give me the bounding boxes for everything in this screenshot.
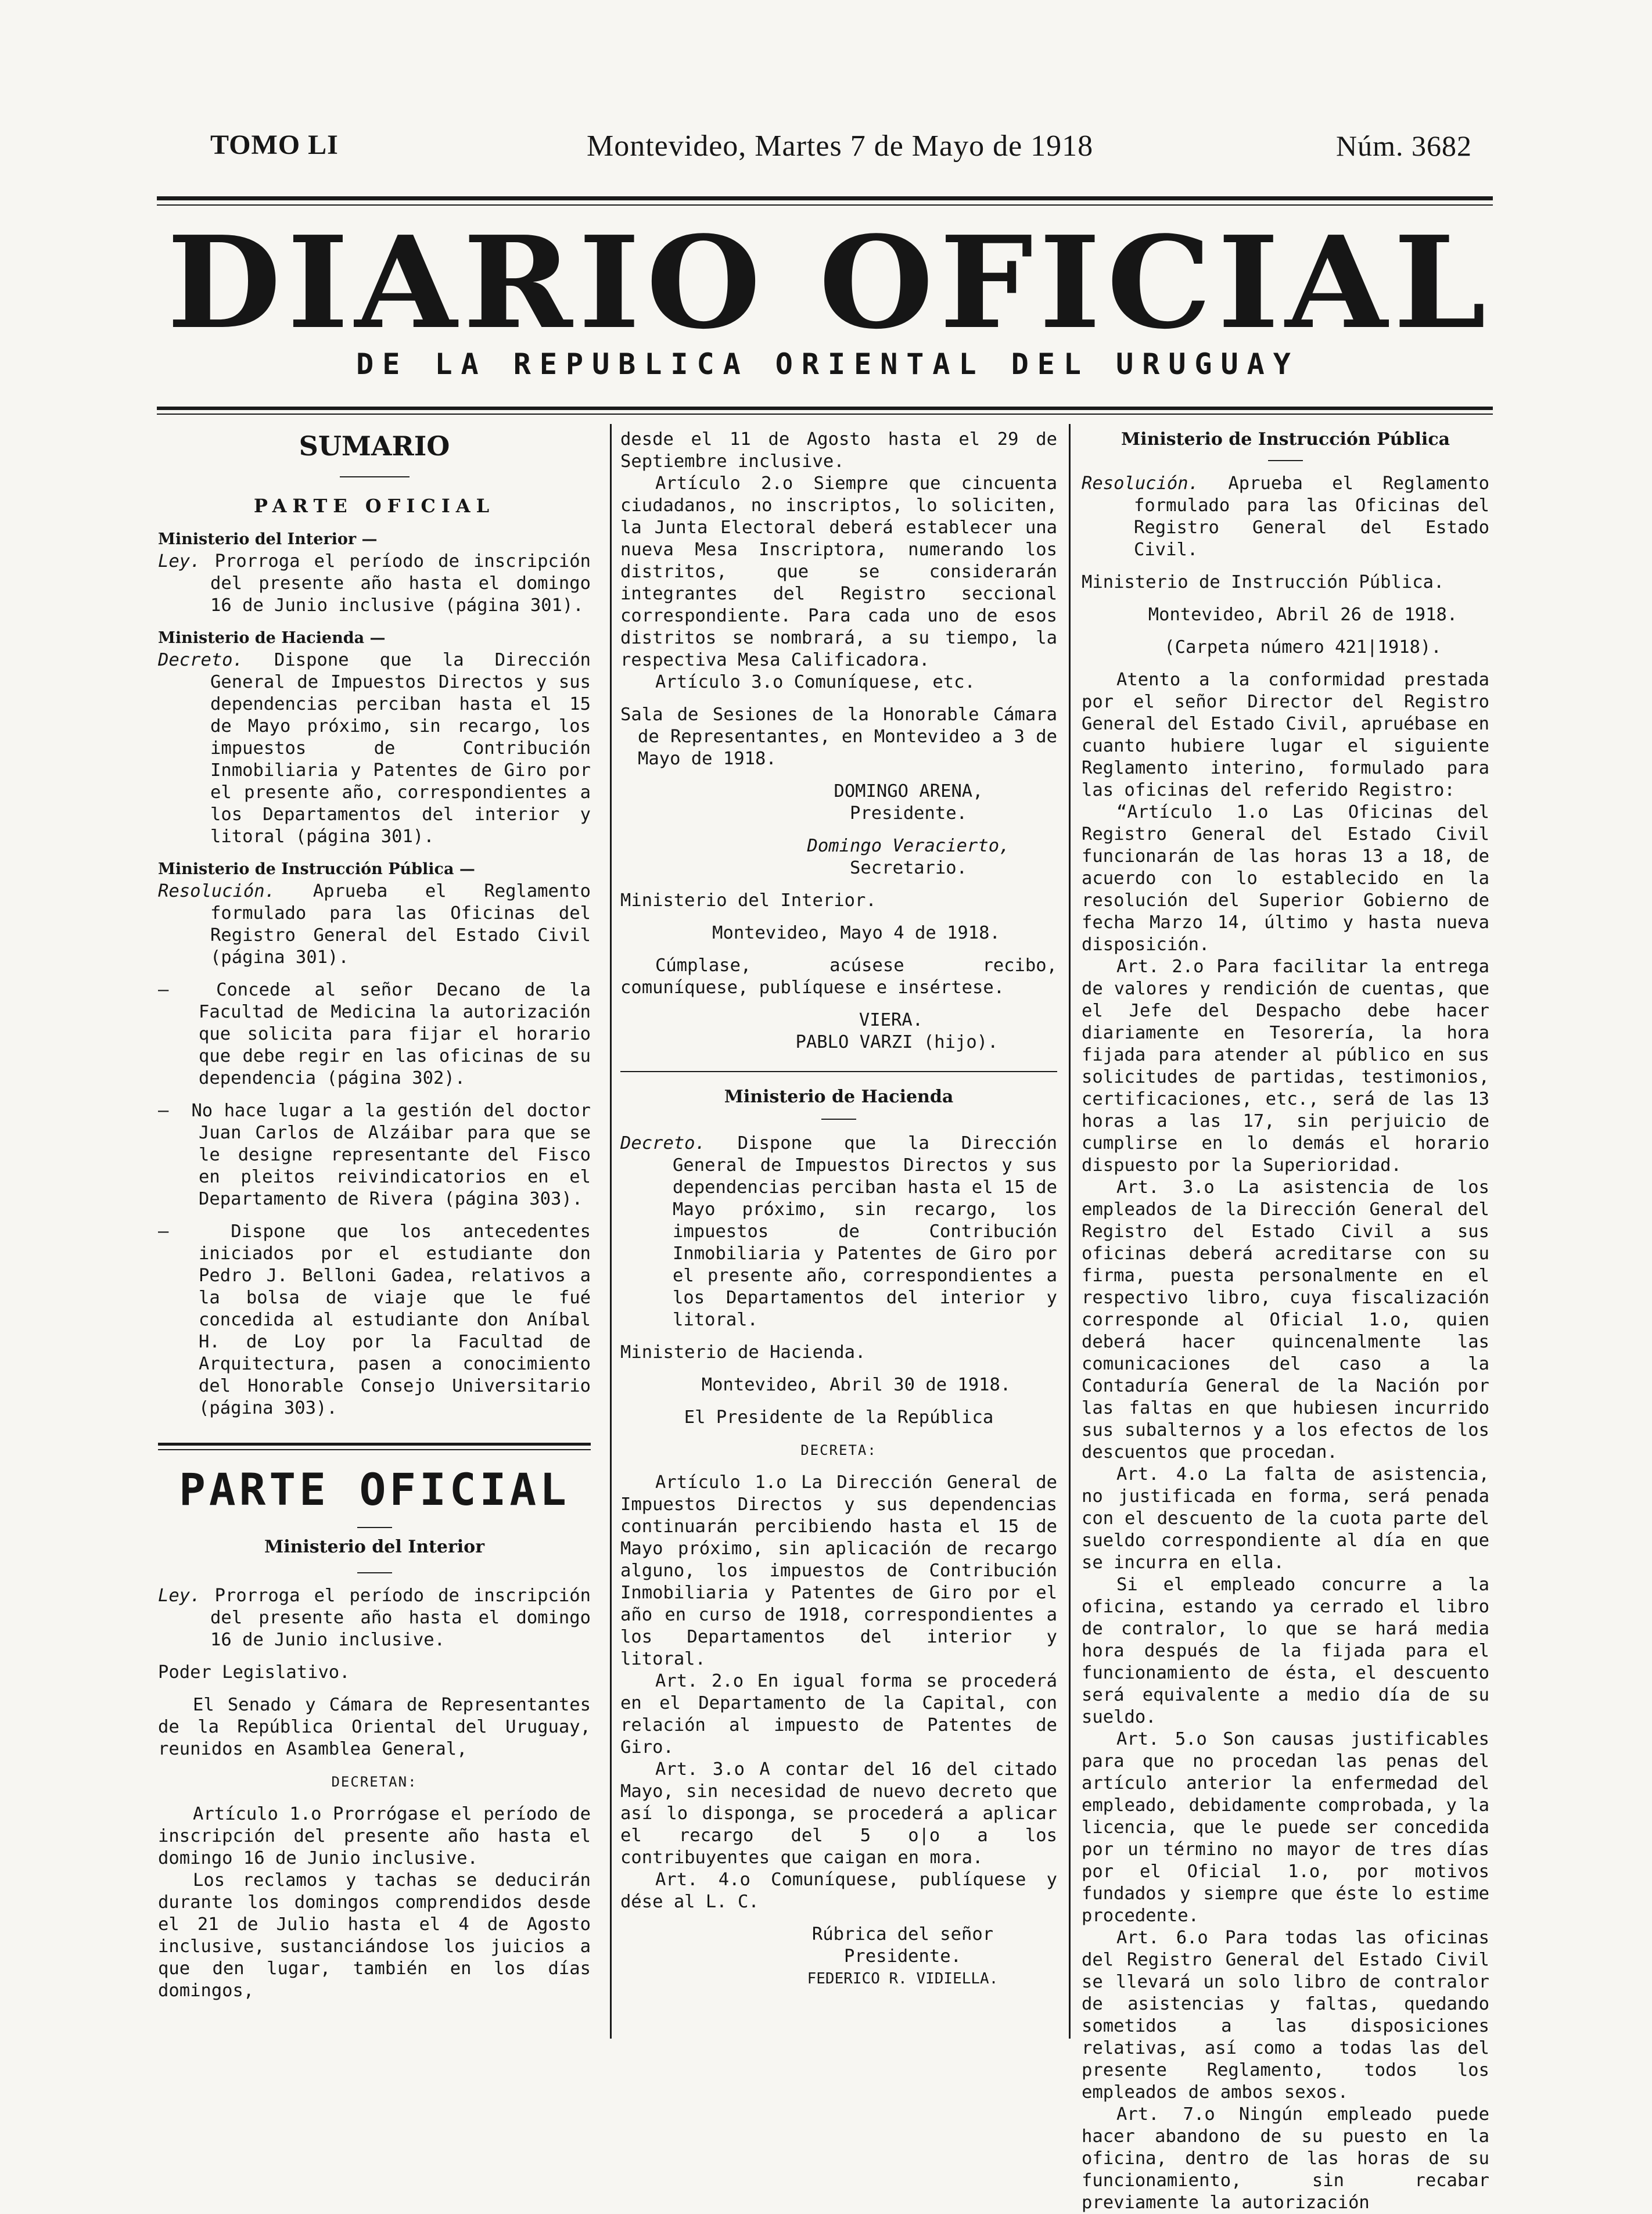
masthead-title: DIARIO OFICIAL — [167, 209, 1492, 357]
parte-origin: Poder Legislativo. — [158, 1662, 350, 1683]
hacienda-ministry-line: Ministerio de Hacienda. — [620, 1342, 866, 1363]
summary-section: PARTE OFICIAL — [253, 495, 495, 517]
column-2 — [620, 429, 1057, 1990]
reglamento-art2: Art. 2.o Para facilitar la entrega de valores y rendición de cuentas, que el Jefe del Despacho debe hacer diariamente en Tesorería, la hora fijada para atender al público en sus solicitudes de partidas, testimonios, certificaciones, etc., será de las 13 horas a las 17, sin perjuicio de cumplirse en lo demás el horario dispuesto por la Superioridad. — [1082, 957, 1489, 1176]
parte-divider — [357, 1527, 392, 1528]
parte-law-summary: Ley. Prorroga el período de inscripción del presente año hasta el domingo 16 de Junio inclusive. — [158, 1586, 591, 1650]
masthead-rule-thin — [157, 414, 1493, 415]
dateline: Montevideo, Martes 7 de Mayo de 1918 — [587, 130, 1094, 163]
signature-viera: VIERA. — [859, 1010, 924, 1030]
signature-veracierto-role: Secretario. — [850, 858, 967, 878]
column-divider-1 — [610, 424, 612, 2039]
signature-arena-role: Presidente. — [850, 803, 967, 824]
summary-entry: — Concede al señor Decano de la Facultad de Medicina la autorización que solicita para fijar el horario que debe regir en las oficinas de su dependencia (página 302). — [158, 980, 591, 1088]
parte-oficial-rule-thin — [158, 1449, 591, 1450]
instruccion-title: Ministerio de Instrucción Pública — [1121, 429, 1450, 450]
instruccion-ministry-line: Ministerio de Instrucción Pública. — [1082, 572, 1445, 592]
summary-entry: — No hace lugar a la gestión del doctor Juan Carlos de Alzáibar para que se le designe representante del Fisco en pleitos reivindicatorios en el Departamento de Rivera (página 303). — [158, 1101, 591, 1209]
summary-title: SUMARIO — [299, 430, 450, 462]
col2-continuation: desde el 11 de Agosto hasta el 29 de Septiembre inclusive. — [620, 429, 1057, 472]
column-divider-2 — [1069, 424, 1071, 2039]
masthead-subtitle: DE LA REPUBLICA ORIENTAL DEL URUGUAY — [356, 347, 1299, 381]
signature-veracierto: Domingo Veracierto, — [807, 836, 1010, 856]
summary-divider — [340, 476, 410, 477]
hacienda-divider — [821, 1119, 856, 1120]
hacienda-art2: Art. 2.o En igual forma se procederá en el Departamento de la Capital, con relación al impuesto de Patentes de Giro. — [620, 1671, 1057, 1757]
parte-ministry: Ministerio del Interior — [264, 1537, 484, 1557]
issue-number: Núm. 3682 — [1336, 130, 1472, 162]
parte-preamble: El Senado y Cámara de Representantes de la República Oriental del Uruguay, reunidos en Asamblea General, — [158, 1695, 591, 1759]
rubrica-line: Rúbrica del señor Presidente. — [811, 1924, 994, 1967]
col2-date-line: Montevideo, Mayo 4 de 1918. — [712, 923, 1000, 943]
hacienda-date: Montevideo, Abril 30 de 1918. — [701, 1375, 1011, 1395]
hacienda-title: Ministerio de Hacienda — [724, 1087, 954, 1107]
reglamento-art4b: Si el empleado concurre a la oficina, estando ya cerrado el libro de contralor, lo que se hará media hora después de la fijada para el funcionamiento de ésta, el descuento será equivalente a medio día de su sueldo. — [1082, 1575, 1489, 1727]
summary-entry: Resolución. Aprueba el Reglamento formulado para las Oficinas del Registro General del Estado Civil (página 301). — [158, 881, 591, 968]
header-rule-top — [157, 196, 1493, 200]
header-rule-top-thin — [157, 204, 1493, 206]
parte-decretan: DECRETAN: — [331, 1774, 418, 1790]
reglamento-art7: Art. 7.o Ningún empleado puede hacer abandono de su puesto en la oficina, dentro de las horas de su funcionamiento, sin recabar previamente la autorización — [1082, 2104, 1489, 2213]
parte-oficial-rule — [158, 1443, 591, 1446]
signature-varzi: PABLO VARZI (hijo). — [795, 1032, 999, 1052]
col2-ministry-line: Ministerio del Interior. — [620, 890, 877, 911]
col2-art3: Artículo 3.o Comuníquese, etc. — [655, 672, 975, 692]
hacienda-art1: Artículo 1.o La Dirección General de Impuestos Directos y sus dependencias continuarán percibiendo hasta el 15 de Mayo próximo, sin aplicación de recargo alguno, los impuestos de Contribución Inmobiliaria y Patentes de Giro por el año en curso de 1918, correspondientes a los Departamentos del interior y litoral. — [620, 1472, 1057, 1669]
instruccion-res-summary: Resolución. Aprueba el Reglamento formulado para las Oficinas del Registro General del Estado Civil. — [1082, 473, 1489, 560]
col2-sala: Sala de Sesiones de la Honorable Cámara de Representantes, en Montevideo a 3 de Mayo de 1918. — [620, 705, 1057, 769]
summary-ministry-hacienda: Ministerio de Hacienda — — [158, 629, 386, 647]
column-3 — [1082, 429, 1489, 2214]
summary-entry: — Dispone que los antecedentes iniciados por el estudiante don Pedro J. Belloni Gadea, relativos a la bolsa de viaje que le fué concedida al estudiante don Aníbal H. de Loy por la Facultad de Arquitectura, pasen a conocimiento del Honorable Consejo Universitario (página 303). — [158, 1221, 591, 1418]
instruccion-atento: Atento a la conformidad prestada por el señor Director del Registro General del Estado Civil, apruébase en cuanto hubiere lugar el siguiente Reglamento interino, formulado para las oficinas del referido Registro: — [1082, 670, 1489, 800]
col2-section-rule — [620, 1071, 1057, 1072]
reglamento-art5: Art. 5.o Son causas justificables para que no procedan las penas del artículo anterior la enfermedad del empleado, debidamente comprobada, y la licencia, que le puede ser concedida por un término no mayor de tres días por el Oficial 1.o, por motivos fundados y siempre que éste lo estime procedente. — [1082, 1729, 1489, 1926]
col2-cumplase: Cúmplase, acúsese recibo, comuníquese, publíquese e insértese. — [620, 955, 1057, 998]
col2-art2: Artículo 2.o Siempre que cincuenta ciudadanos, no inscriptos, lo soliciten, la Junta Electoral deberá establecer una nueva Mesa Inscriptora, numerando los distritos, que se considerarán integrantes del Registro seccional correspondiente. Para cada uno de esos distritos se nombrará, a su tiempo, la respectiva Mesa Calificadora. — [620, 473, 1057, 670]
reglamento-art1: “Artículo 1.o Las Oficinas del Registro General del Estado Civil funcionarán de las horas 13 a 18, de acuerdo con lo establecido en la resolución del Superior Gobierno de fecha Marzo 14, último y hasta nueva disposición. — [1082, 802, 1489, 955]
instruccion-carpeta: (Carpeta número 421|1918). — [1164, 637, 1442, 657]
parte-art1b: Los reclamos y tachas se deducirán durante los domingos comprendidos desde el 21 de Julio hasta el 4 de Agosto inclusive, sustanciándose los juicios a que den lugar, también en los días domingos, — [158, 1870, 591, 2001]
hacienda-presidente: El Presidente de la República — [684, 1407, 994, 1428]
summary-ministry-interior: Ministerio del Interior — — [158, 530, 378, 548]
hacienda-art3: Art. 3.o A contar del 16 del citado Mayo, sin necesidad de nuevo decreto que así lo disponga, se procederá a aplicar el recargo del 5 o|o a los contribuyentes que caigan en mora. — [620, 1759, 1057, 1868]
reglamento-art3: Art. 3.o La asistencia de los empleados de la Dirección General del Registro del Estado Civil a sus oficinas deberá acreditarse con su firma, puesta personalmente en el respectivo libro, cuya fiscalización corresponde al Oficial 1.o, quien deberá hacer quincenalmente las comunicaciones del caso a la Contaduría General de la Nación por las faltas en que hubiesen incurrido sus subalternos y a los efectos de los descuentos que procedan. — [1082, 1177, 1489, 1462]
parte-divider-2 — [357, 1572, 392, 1573]
column-1 — [158, 429, 591, 2002]
parte-oficial-heading: PARTE OFICIAL — [179, 1464, 570, 1515]
instruccion-date: Montevideo, Abril 26 de 1918. — [1148, 605, 1458, 625]
hacienda-decreta: DECRETA: — [800, 1442, 877, 1458]
parte-art1: Artículo 1.o Prorrógase el período de inscripción del presente año hasta el domingo 16 de Junio inclusive. — [158, 1804, 591, 1868]
volume-label: TOMO LI — [210, 130, 339, 160]
summary-entry: Ley. Prorroga el período de inscripción del presente año hasta el domingo 16 de Junio inclusive (página 301). — [158, 551, 591, 616]
reglamento-art4: Art. 4.o La falta de asistencia, no justificada en forma, será penada con el descuento de la cuota parte del sueldo correspondiente al día en que se incurra en ella. — [1082, 1464, 1489, 1573]
signature-arena: DOMINGO ARENA, — [834, 781, 983, 802]
summary-entry: Decreto. Dispone que la Dirección General de Impuestos Directos y sus dependencias perciban hasta el 15 de Mayo próximo, sin recargo, los impuestos de Contribución Inmobiliaria y Patentes de Giro por el presente año, correspondientes a los Departamentos del interior y litoral (página 301). — [158, 650, 591, 847]
hacienda-art4: Art. 4.o Comuníquese, publíquese y dése al L. C. — [620, 1870, 1057, 1912]
instruccion-divider — [1268, 460, 1303, 461]
reglamento-art6: Art. 6.o Para todas las oficinas del Registro General del Estado Civil se llevará un solo libro de contralor de asistencias y faltas, quedando sometidos a las disposiciones relativas, así como a todas las del presente Reglamento, todos los empleados de ambos sexos. — [1082, 1928, 1489, 2102]
summary-ministry-instruccion: Ministerio de Instrucción Pública — — [158, 860, 475, 878]
signature-vidiella: FEDERICO R. VIDIELLA. — [807, 1970, 999, 1987]
masthead-rule — [157, 407, 1493, 410]
hacienda-decree-summary: Decreto. Dispone que la Dirección General de Impuestos Directos y sus dependencias perciban hasta el 15 de Mayo próximo, sin recargo, los impuestos de Contribución Inmobiliaria y Patentes de Giro por el presente año, correspondientes a los Departamentos del interior y litoral. — [620, 1133, 1057, 1330]
